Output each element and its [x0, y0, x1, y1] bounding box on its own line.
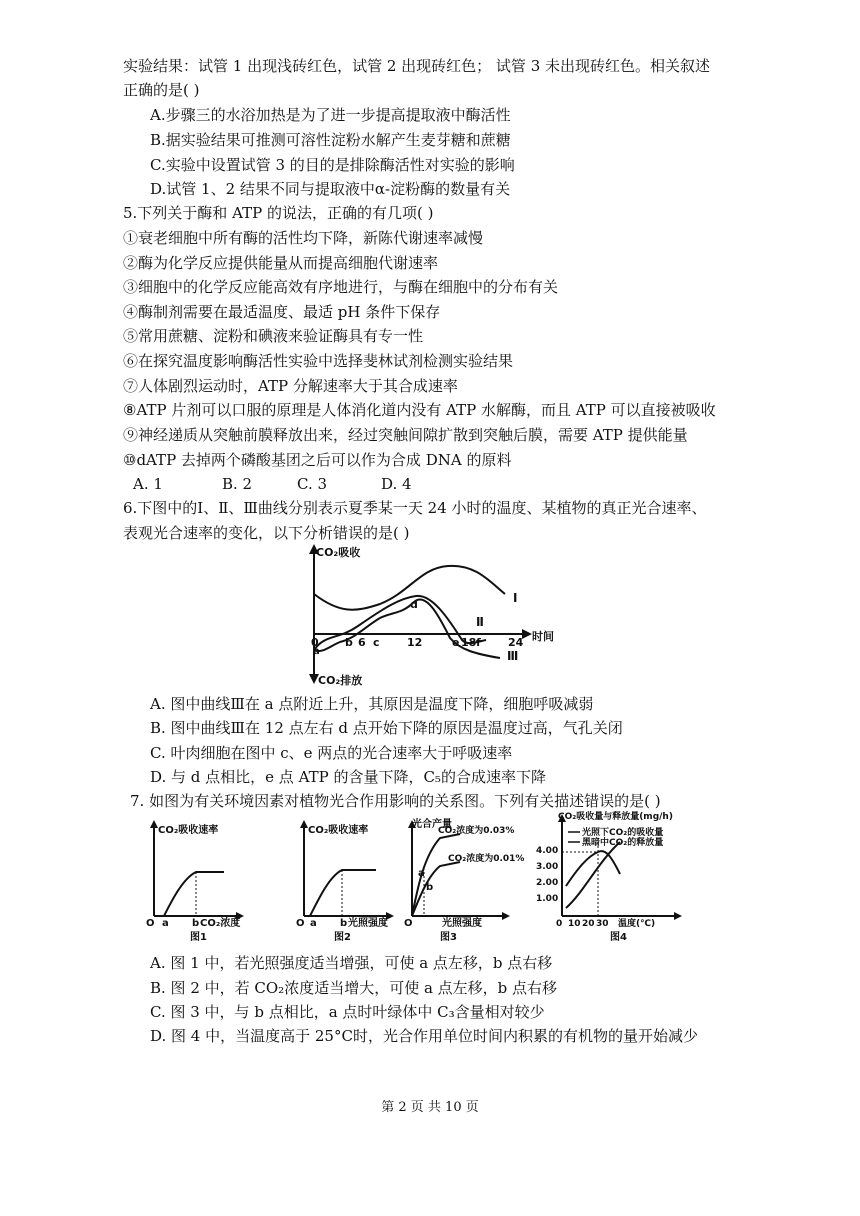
svg-text:光照下CO₂的吸收量: 光照下CO₂的吸收量 — [582, 828, 664, 838]
svg-text:O: O — [146, 918, 155, 929]
svg-text:1.00: 1.00 — [536, 894, 559, 904]
svg-text:b: b — [192, 918, 200, 929]
fig6-y-top: CO₂吸收 — [316, 546, 361, 559]
q7-stem: 7. 如图为有关环境因素对植物光合作用影响的关系图。下列有关描述错误的是( ) — [130, 792, 661, 810]
q7-figure-4 — [528, 808, 698, 944]
svg-text:光照强度: 光照强度 — [442, 918, 482, 929]
q4-option-a: A.步骤三的水浴加热是为了进一步提高提取液中酶活性 — [150, 106, 511, 124]
svg-text:b: b — [340, 918, 348, 929]
tick-24: 24 — [508, 636, 524, 649]
svg-text:CO₂浓度为0.01%: CO₂浓度为0.01% — [448, 854, 525, 864]
q5-item-1: ①衰老细胞中所有酶的活性均下降，新陈代谢速率减慢 — [123, 229, 484, 247]
q5-option-d: D. 4 — [381, 475, 412, 493]
q6-option-a: A. 图中曲线Ⅲ在 a 点附近上升，其原因是温度下降，细胞呼吸减弱 — [150, 695, 594, 713]
label-II: Ⅱ — [476, 615, 484, 629]
q6-option-c: C. 叶肉细胞在图中 c、e 两点的光合速率大于呼吸速率 — [150, 744, 513, 762]
q5-option-c: C. 3 — [297, 475, 328, 493]
tick-b: b — [345, 636, 353, 649]
svg-text:温度(℃): 温度(℃) — [618, 919, 656, 929]
label-III: Ⅲ — [507, 649, 519, 663]
q5-item-8: ⑧ATP 片剂可以口服的原理是人体消化道内没有 ATP 水解酶，而且 ATP 可以直接被吸收 — [123, 401, 716, 419]
q6-stem-line1: 6.下图中的Ⅰ、Ⅱ、Ⅲ曲线分别表示夏季某一天 24 小时的温度、某植物的真正光合速率、 — [123, 499, 707, 517]
q5-option-b: B. 2 — [222, 475, 253, 493]
label-I: Ⅰ — [513, 591, 518, 605]
q6-figure — [300, 542, 560, 687]
svg-text:20: 20 — [582, 919, 595, 929]
q5-item-9: ⑨神经递质从突触前膜释放出来，经过突触间隙扩散到突触后膜，需要 ATP 提供能量 — [123, 426, 688, 444]
svg-text:CO₂吸收量与释放量(mg/h): CO₂吸收量与释放量(mg/h) — [558, 812, 673, 822]
svg-text:3.00: 3.00 — [536, 862, 559, 872]
q7-option-c: C. 图 3 中，与 b 点相比，a 点时叶绿体中 C₃含量相对较少 — [150, 1003, 545, 1021]
q4-result-line2: 正确的是( ) — [123, 81, 200, 99]
svg-text:CO₂浓度为0.03%: CO₂浓度为0.03% — [438, 826, 515, 836]
svg-text:b: b — [426, 882, 434, 893]
q5-item-3: ③细胞中的化学反应能高效有序地进行，与酶在细胞中的分布有关 — [123, 278, 559, 296]
fig6-y-bottom: CO₂排放 — [318, 674, 363, 687]
q7-option-b: B. 图 2 中，若 CO₂浓度适当增大，可使 a 点左移，b 点右移 — [150, 979, 558, 997]
point-d: d — [410, 598, 418, 611]
svg-text:黑暗中CO₂的释放量: 黑暗中CO₂的释放量 — [582, 838, 664, 848]
q7-option-a: A. 图 1 中，若光照强度适当增强，可使 a 点左移，b 点右移 — [150, 954, 553, 972]
q6-stem-line2: 表观光合速率的变化，以下分析错误的是( ) — [123, 524, 410, 542]
svg-text:a: a — [162, 918, 169, 929]
svg-text:CO₂吸收速率: CO₂吸收速率 — [158, 825, 219, 836]
q4-option-c: C.实验中设置试管 3 的目的是排除酶活性对实验的影响 — [150, 156, 515, 174]
tick-f: f — [476, 636, 481, 649]
q5-item-5: ⑤常用蔗糖、淀粉和碘液来验证酶具有专一性 — [123, 327, 424, 345]
page-footer: 第 2 页 共 10 页 — [381, 1100, 479, 1115]
svg-text:O: O — [296, 918, 305, 929]
q5-option-a: A. 1 — [133, 475, 163, 493]
q5-item-4: ④酶制剂需要在最适温度、最适 pH 条件下保存 — [123, 303, 441, 321]
svg-text:10: 10 — [568, 919, 581, 929]
fig6-x-label: 时间 — [532, 630, 554, 643]
q7-figure-2 — [290, 816, 410, 944]
q4-option-b: B.据实验结果可推测可溶性淀粉水解产生麦芽糖和蔗糖 — [150, 131, 511, 149]
svg-text:a: a — [418, 868, 425, 879]
svg-text:图3: 图3 — [440, 932, 457, 943]
svg-text:O: O — [404, 918, 413, 929]
tick-6: 6 — [358, 636, 366, 649]
svg-text:CO₂浓度: CO₂浓度 — [200, 918, 241, 929]
tick-0: 0 — [311, 636, 319, 649]
q6-option-b: B. 图中曲线Ⅲ在 12 点左右 d 点开始下降的原因是温度过高，气孔关闭 — [150, 719, 623, 737]
svg-text:图4: 图4 — [610, 932, 627, 943]
q5-item-6: ⑥在探究温度影响酶活性实验中选择斐林试剂检测实验结果 — [123, 352, 514, 370]
svg-text:CO₂吸收速率: CO₂吸收速率 — [308, 825, 369, 836]
q5-item-7: ⑦人体剧烈运动时，ATP 分解速率大于其合成速率 — [123, 377, 458, 395]
q4-option-d: D.试管 1、2 结果不同与提取液中α-淀粉酶的数量有关 — [150, 180, 511, 198]
q7-figure-3 — [400, 816, 530, 944]
q6-option-d: D. 与 d 点相比，e 点 ATP 的含量下降，C₅的合成速率下降 — [150, 768, 546, 786]
svg-text:2.00: 2.00 — [536, 878, 559, 888]
svg-text:0: 0 — [556, 919, 563, 929]
tick-c: c — [373, 636, 380, 649]
svg-text:光照强度: 光照强度 — [348, 918, 388, 929]
svg-text:图2: 图2 — [334, 932, 351, 943]
svg-text:光合产量: 光合产量 — [412, 819, 452, 830]
svg-text:图1: 图1 — [190, 932, 207, 943]
q4-result-line1: 实验结果：试管 1 出现浅砖红色，试管 2 出现砖红色； 试管 3 未出现砖红色。相关叙述 — [123, 57, 711, 75]
tick-e: e — [452, 636, 460, 649]
svg-text:4.00: 4.00 — [536, 846, 559, 856]
q7-figure-1 — [140, 816, 260, 944]
q7-option-d: D. 图 4 中，当温度高于 25°C时，光合作用单位时间内积累的有机物的量开始减少 — [150, 1027, 698, 1045]
q5-stem: 5.下列关于酶和 ATP 的说法，正确的有几项( ) — [123, 204, 434, 222]
tick-18: 18 — [461, 636, 477, 649]
q5-item-2: ②酶为化学反应提供能量从而提高细胞代谢速率 — [123, 254, 439, 272]
svg-text:30: 30 — [596, 919, 609, 929]
tick-12: 12 — [407, 636, 423, 649]
q5-item-10: ⑩dATP 去掉两个磷酸基团之后可以作为合成 DNA 的原料 — [123, 451, 512, 469]
point-a: a — [313, 646, 320, 657]
svg-text:a: a — [310, 918, 317, 929]
